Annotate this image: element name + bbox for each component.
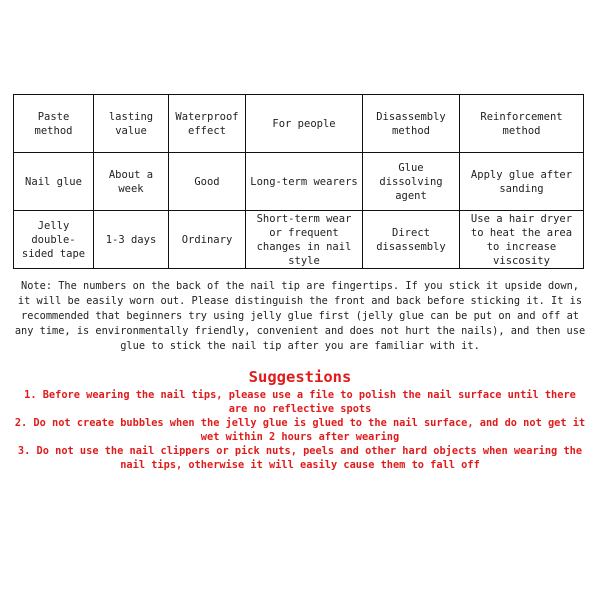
table-cell: Jelly double-sided tape <box>14 211 94 269</box>
header-cell: Reinforcement method <box>460 95 584 153</box>
table-cell: About a week <box>94 153 169 211</box>
table-cell: 1-3 days <box>94 211 169 269</box>
header-cell: lasting value <box>94 95 169 153</box>
table-cell: Glue dissolving agent <box>363 153 460 211</box>
header-cell: Disassembly method <box>363 95 460 153</box>
table-cell: Use a hair dryer to heat the area to increase viscosity <box>460 211 584 269</box>
table-row <box>14 153 584 211</box>
suggestion-item: 1. Before wearing the nail tips, please use a file to polish the nail surface until there are no reflective spots <box>24 389 576 415</box>
table-cell: Ordinary <box>169 211 246 269</box>
table-cell: Nail glue <box>14 153 94 211</box>
header-cell: Waterproof effect <box>169 95 246 153</box>
suggestions-title: Suggestions <box>248 368 352 386</box>
suggestion-item: 3. Do not use the nail clippers or pick nuts, peels and other hard objects when wearing the nail tips, otherwise it will easily cause them to fall off <box>17 445 583 471</box>
table-cell: Long-term wearers <box>246 153 363 211</box>
suggestion-item: 2. Do not create bubbles when the jelly glue is glued to the nail surface, and do not get it wet within 2 hours after wearing <box>14 417 586 443</box>
suggestions-list <box>14 388 586 472</box>
table-row <box>14 211 584 269</box>
usage-note: Note: The numbers on the back of the nail tip are fingertips. If you stick it upside down, it will be easily worn out. Please distinguish the front and back before sticking it. It is recommended that beginners try using jelly glue first (jelly glue can be put on and off at any time, is environmentally friendly, convenient and does not hurt the nails), and then use glue to stick the nail tip after you are familiar with it. <box>14 280 586 352</box>
table-cell: Short-term wear or frequent changes in nail style <box>246 211 363 269</box>
table-cell: Good <box>169 153 246 211</box>
table-header-row <box>14 95 584 153</box>
table-cell: Direct disassembly <box>363 211 460 269</box>
comparison-table <box>13 94 584 269</box>
header-cell: For people <box>246 95 363 153</box>
header-cell: Paste method <box>14 95 94 153</box>
table-cell: Apply glue after sanding <box>460 153 584 211</box>
